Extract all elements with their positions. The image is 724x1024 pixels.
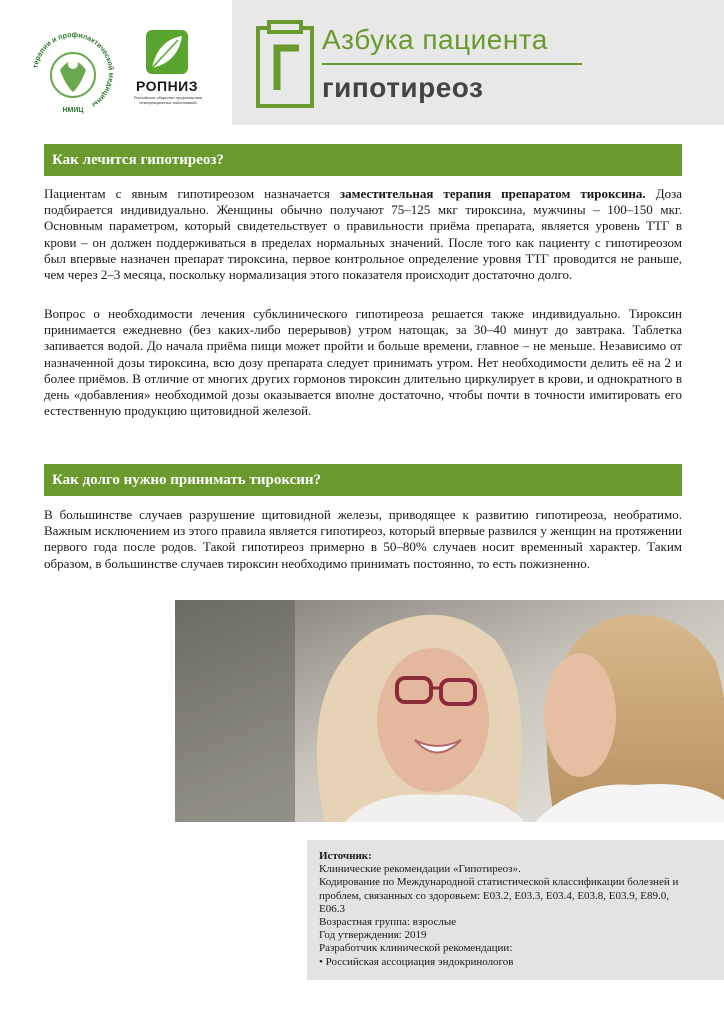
source-box <box>307 840 724 980</box>
section-heading-treatment: Как лечится гипотиреоз? <box>44 144 682 176</box>
paragraph-text: Доза подбирается индивидуально. Женщины обычно получают 75–125 мкг тироксина, мужчины – 100–150 мкг. Основным параметром, который свидетельствует о правильности приёма препарата, является уровень ТТГ в крови – он должен поддерживаться в пределах нормальных значений. После того как пациенту с гипотиреозом был впервые назначен препарат тироксина, первое контрольное определение уровня ТТГ проводится не раньше, чем через 2–3 месяца, поскольку нормализация этого показателя происходит достаточно долго. <box>44 186 682 283</box>
svg-text:терапии и профилактической мед: терапии и профилактической медицины <box>30 30 116 110</box>
paragraph-text: Пациентам с явным гипотиреозом назначается <box>44 186 340 201</box>
nmits-logo <box>30 30 116 116</box>
source-line: Возрастная группа: взрослые <box>319 916 457 929</box>
source-content <box>319 850 685 969</box>
paragraph-treatment-2: Вопрос о необходимости лечения субклинического гипотиреоза решается также индивидуально. Тироксин принимается ежедневно (без каких-либо перерывов) утром натощак, за 30–40 минут до завтрака. Таблетка запивается водой. До начала приёма пищи может пройти и больше времени, главное – не меньше. Независимо от назначенной дозы тироксина, всю дозу препарата следует принимать утром. Нет необходимости делить её на 2 и более приёмов. В отличие от многих других гормонов тироксин длительно циркулирует в крови, и однократного в день «добавления» необходимой дозы оказывается вполне достаточно, чтобы почти в точности имитировать его естественную продукцию щитовидной железой. <box>44 306 682 419</box>
section-heading-duration: Как долго нужно принимать тироксин? <box>44 464 682 496</box>
topic-title: гипотиреоз <box>322 72 484 103</box>
svg-text:НМИЦ: НМИЦ <box>62 107 84 114</box>
paragraph-treatment-1 <box>44 186 682 283</box>
source-heading: Источник: <box>319 850 372 862</box>
doctor-patient-photo <box>175 600 724 822</box>
source-line: Кодирование по Международной статистической классификации болезней и проблем, связанных со здоровьем: E03.2, E03.3, E03.4, E03.8, E03.9, E89.0, E06.3 <box>319 876 679 915</box>
paragraph-duration-1: В большинстве случаев разрушение щитовидной железы, приводящее к развитию гипотиреоза, необратимо. Важным исключением из этого правила является гипотиреоз, который впервые развился у женщин на протяжении первого года после родов. Такой гипотиреоз примерно в 50–80% случаев носит временный характер. Таким образом, в большинстве случаев тироксин необходимо принимать постоянно, то есть пожизненно. <box>44 507 682 571</box>
series-title: Азбука пациента <box>322 24 548 55</box>
title-divider <box>322 63 582 65</box>
ropniz-subtitle: Российское общество профилактики неинфекционных заболеваний <box>133 95 203 105</box>
ropniz-name: РОПНИЗ <box>135 78 199 94</box>
source-line: • Российская ассоциация эндокринологов <box>319 955 514 968</box>
source-line: Клинические рекомендации «Гипотиреоз». <box>319 863 521 876</box>
source-line: Разработчик клинической рекомендации: <box>319 942 513 955</box>
clipboard-icon <box>255 20 315 110</box>
source-line: Год утверждения: 2019 <box>319 929 427 942</box>
paragraph-bold-text: заместительная терапия препаратом тироксина. <box>339 186 646 201</box>
